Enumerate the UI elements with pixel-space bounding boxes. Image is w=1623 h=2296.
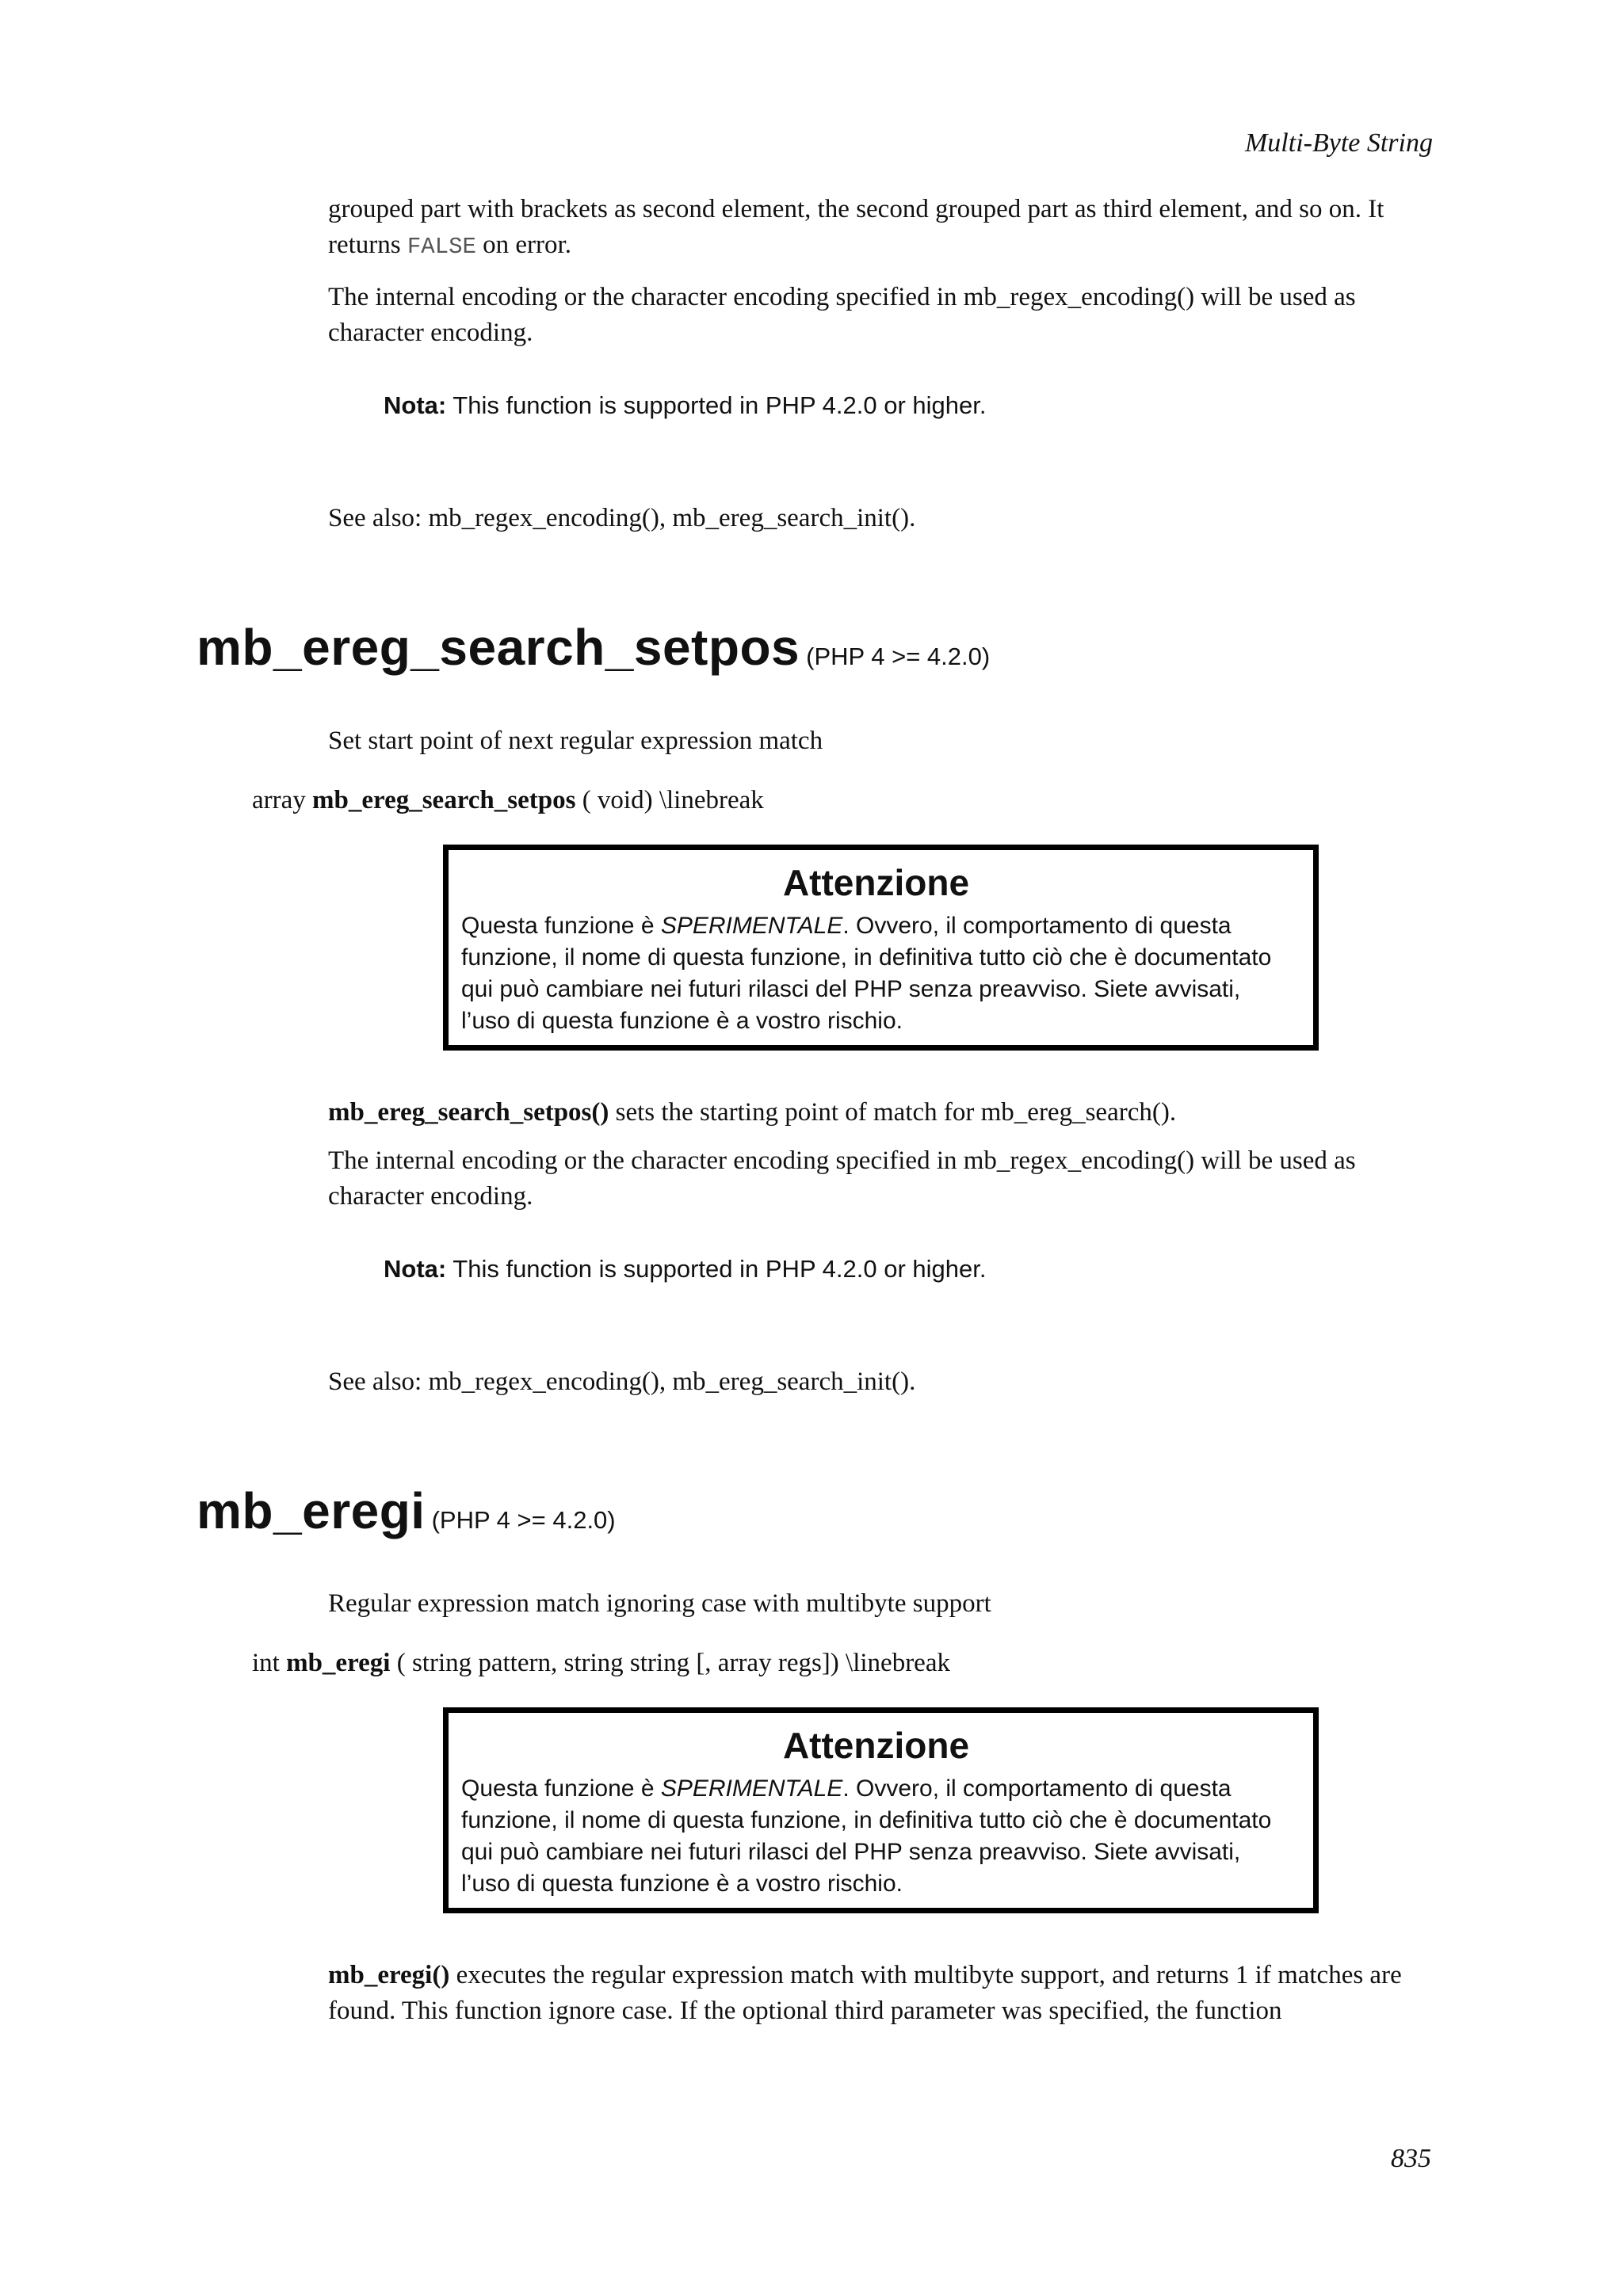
see-also: See also: mb_regex_encoding(), mb_ereg_search_init(). bbox=[328, 504, 916, 532]
note-text: This function is supported in PHP 4.2.0 or higher. bbox=[453, 391, 987, 419]
note bbox=[384, 1255, 987, 1283]
paragraph-return-value bbox=[328, 192, 1438, 265]
paragraph-encoding: The internal encoding or the character encoding specified in mb_regex_encoding() will be used as character encoding. bbox=[328, 1146, 1356, 1211]
warning-box bbox=[443, 845, 1319, 1051]
paragraph-text: grouped part with brackets as second element, the second grouped part as third element, and so on. It returns bbox=[328, 195, 1384, 259]
note-label: Nota: bbox=[384, 391, 447, 419]
warning-experimental: SPERIMENTALE bbox=[660, 913, 843, 939]
note bbox=[384, 391, 987, 420]
description-text: sets the starting point of match for mb_ereg_search(). bbox=[615, 1098, 1177, 1127]
synopsis-type: array bbox=[252, 786, 306, 814]
warning-text-post: . Ovvero, il comportamento di questa funzione, il nome di questa funzione, in definitiva tutto ciò che è documentato qui può cambiare nei futuri rilasci del PHP senza preavviso. Siete avvisati, l’uso di questa funzione è a vostro rischio. bbox=[461, 1775, 1272, 1897]
function-name: mb_ereg_search_setpos bbox=[197, 619, 800, 676]
function-version: (PHP 4 >= 4.2.0) bbox=[806, 643, 991, 670]
running-header: Multi-Byte String bbox=[1244, 128, 1433, 158]
warning-box bbox=[443, 1707, 1319, 1913]
warning-text-post: . Ovvero, il comportamento di questa funzione, il nome di questa funzione, in definitiva tutto ciò che è documentato qui può cambiare nei futuri rilasci del PHP senza preavviso. Siete avvisati, l’uso di questa funzione è a vostro rischio. bbox=[461, 913, 1272, 1034]
warning-text-pre: Questa funzione è bbox=[461, 1775, 655, 1802]
synopsis-name: mb_eregi bbox=[286, 1649, 391, 1677]
page-number: 835 bbox=[1391, 2144, 1431, 2173]
paragraph-tail: on error. bbox=[483, 231, 571, 259]
function-synopsis bbox=[252, 786, 764, 815]
description-function-name: mb_eregi() bbox=[328, 1961, 450, 1989]
note-text: This function is supported in PHP 4.2.0 or higher. bbox=[453, 1255, 987, 1283]
function-version: (PHP 4 >= 4.2.0) bbox=[431, 1506, 616, 1534]
function-name: mb_eregi bbox=[197, 1482, 426, 1539]
function-purpose: Set start point of next regular expression match bbox=[328, 727, 823, 755]
warning-text bbox=[461, 1773, 1291, 1900]
see-also: See also: mb_regex_encoding(), mb_ereg_search_init(). bbox=[328, 1367, 916, 1396]
paragraph-encoding: The internal encoding or the character encoding specified in mb_regex_encoding() will be used as character encoding. bbox=[328, 283, 1356, 347]
function-title bbox=[197, 1482, 616, 1540]
function-synopsis bbox=[252, 1649, 950, 1678]
function-title bbox=[197, 618, 990, 677]
note-label: Nota: bbox=[384, 1255, 447, 1283]
warning-title: Attenzione bbox=[782, 862, 970, 903]
function-description bbox=[328, 1095, 1438, 1131]
synopsis-type: int bbox=[252, 1649, 280, 1677]
function-description bbox=[328, 1958, 1438, 2029]
description-function-name: mb_ereg_search_setpos() bbox=[328, 1098, 609, 1127]
function-purpose: Regular expression match ignoring case with multibyte support bbox=[328, 1589, 991, 1618]
code-false: FALSE bbox=[407, 234, 476, 260]
warning-experimental: SPERIMENTALE bbox=[660, 1775, 843, 1802]
warning-text bbox=[461, 910, 1291, 1037]
warning-title: Attenzione bbox=[782, 1725, 970, 1766]
synopsis-args: ( string pattern, string string [, array regs]) \linebreak bbox=[396, 1649, 950, 1677]
description-text: executes the regular expression match with multibyte support, and returns 1 if matches are found. This function ignore case. If the optional third parameter was specified, the function bbox=[328, 1961, 1402, 2025]
synopsis-name: mb_ereg_search_setpos bbox=[312, 786, 576, 814]
warning-text-pre: Questa funzione è bbox=[461, 913, 655, 939]
synopsis-args: ( void) \linebreak bbox=[582, 786, 764, 814]
